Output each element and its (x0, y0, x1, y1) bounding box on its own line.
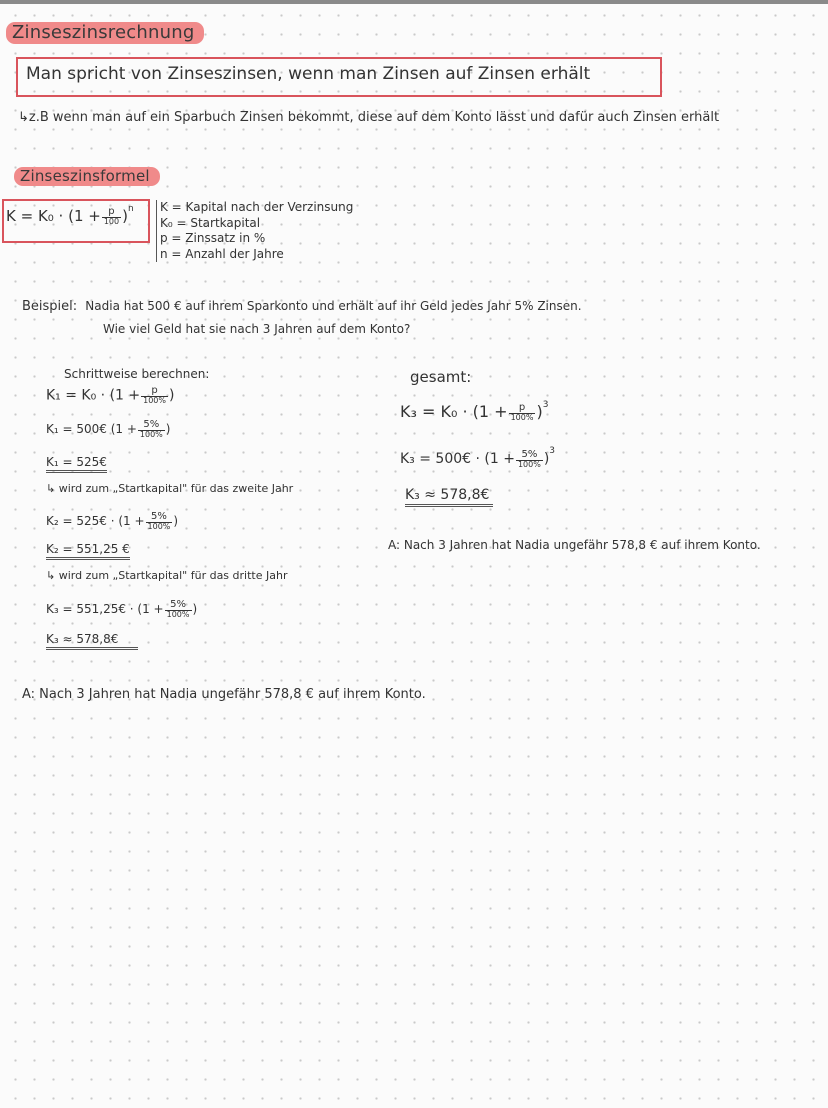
step-k3-result: K₃ ≈ 578,8€ (46, 632, 138, 646)
legend-item: n = Anzahl der Jahre (160, 246, 284, 261)
top-edge (0, 0, 828, 4)
step-k1-formula: K₁ = K₀ · (1 + $\frac{p}{100\%}$ ) (46, 385, 175, 405)
formula-legend (156, 200, 353, 262)
total-formula: K₃ = K₀ · (1 + $\frac{p}{100\%}$ )$^3$ (400, 400, 549, 422)
step-k3-values: K₃ = 551,25€ · (1 + $\frac{5\%}{100\%}$ ) (46, 599, 198, 619)
page-title: Zinseszinsrechnung (6, 22, 204, 44)
answer-bottom: A: Nach 3 Jahren hat Nadia ungefähr 578,8 € auf ihrem Konto. (22, 687, 426, 702)
legend-item: K₀ = Startkapital (160, 215, 261, 230)
total-result: K₃ ≈ 578,8€ (405, 487, 493, 503)
step-k2-values: K₂ = 525€ · (1 + $\frac{5\%}{100\%}$ ) (46, 511, 179, 531)
step-note-1: ↳ wird zum „Startkapital" für das zweite Jahr (46, 482, 294, 495)
formula: K = K₀ · (1 + $\frac{p}{100}$ )$^n$ (6, 204, 134, 226)
step-note-2: ↳ wird zum „Startkapital" für das dritte Jahr (46, 569, 288, 582)
example-note: ↳z.B wenn man auf ein Sparbuch Zinsen bekommt, diese auf dem Konto lässt und dafür auch Zinsen erhält (18, 110, 720, 125)
problem-line-2: Wie viel Geld hat sie nach 3 Jahren auf dem Konto? (103, 322, 411, 336)
legend-item: p = Zinssatz in % (160, 231, 266, 245)
problem-line-1 (22, 299, 582, 314)
stepwise-heading: Schrittweise berechnen: (64, 367, 210, 381)
formula-lhs: K = K₀ · (1 + (6, 207, 101, 225)
formula-fraction: $\frac{p}{100}$ (103, 206, 120, 226)
legend-item: K = Kapital nach der Verzinsung (160, 200, 354, 214)
answer-right: A: Nach 3 Jahren hat Nadia ungefähr 578,8 € auf ihrem Konto. (388, 538, 761, 552)
problem-label: Beispiel: (22, 299, 78, 314)
definition-text: Man spricht von Zinseszinsen, wenn man Zinsen auf Zinsen erhält (26, 64, 591, 84)
step-k1-result: K₁ = 525€ (46, 455, 107, 469)
total-values: K₃ = 500€ · (1 + $\frac{5\%}{100\%}$ )$^3$ (400, 446, 556, 469)
step-k2-result: K₂ = 551,25 € (46, 542, 130, 556)
step-k1-values: K₁ = 500€ (1 + $\frac{5\%}{100\%}$ ) (46, 419, 171, 439)
formula-heading: Zinseszinsformel (14, 167, 160, 186)
total-heading: gesamt: (410, 368, 472, 386)
problem-text-1: Nadia hat 500 € auf ihrem Sparkonto und erhält auf ihr Geld jedes Jahr 5% Zinsen. (85, 299, 582, 313)
